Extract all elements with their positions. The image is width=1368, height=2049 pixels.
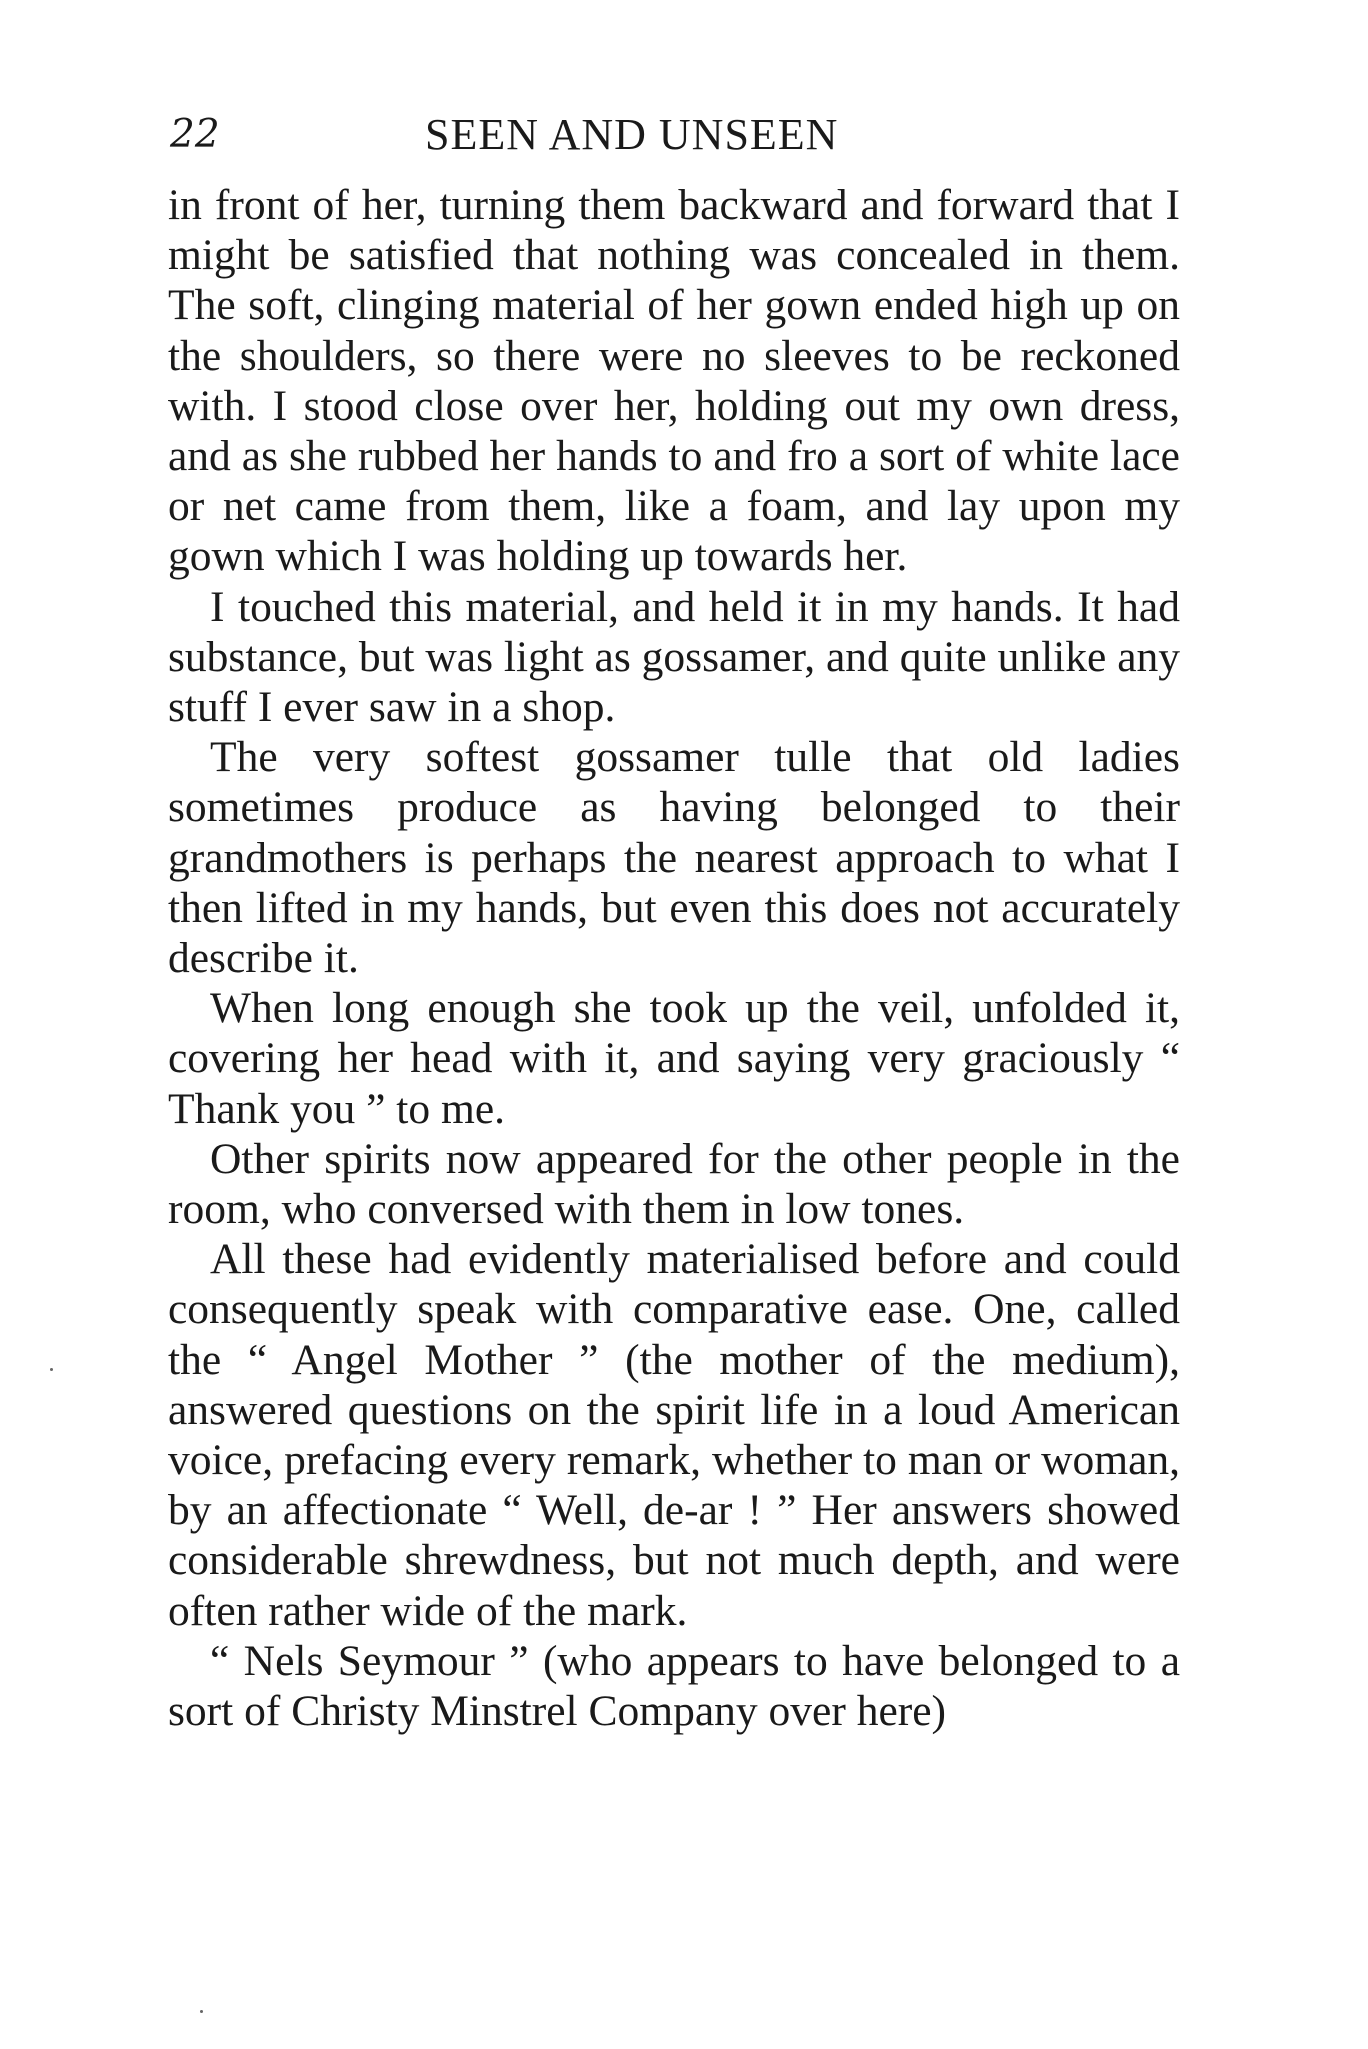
running-title: SEEN AND UNSEEN (425, 110, 839, 159)
paragraph-1: in front of her, turning them backward and forward that I might be satisfied that nothing was concealed in them. The soft, clinging material of her gown ended high up on the shoulders, so there were no sleeves to be reckoned with. I stood close over her, holding out my own dress, and as she rubbed her hands to and fro a sort of white lace or net came from them, like a foam, and lay upon my gown which I was holding up towards her. (168, 181, 1180, 581)
print-speck (200, 2010, 203, 2013)
paragraph-7: “ Nels Seymour ” (who appears to have belonged to a sort of Christy Minstrel Company over here) (168, 1636, 1180, 1736)
page-header (170, 105, 1180, 165)
page-number: 22 (170, 112, 220, 157)
paragraph-5: Other spirits now appeared for the other people in the room, who conversed with them in low tones. (168, 1134, 1180, 1234)
paragraph-6: All these had evidently materialised before and could consequently speak with comparative ease. One, called the “ Angel Mother ” (the mother of the medium), answered questions on the spirit life in a loud American voice, prefacing every remark, whether to man or woman, by an affectionate “ Well, de-ar ! ” Her answers showed considerable shrewdness, but not much depth, and were often rather wide of the mark. (168, 1235, 1180, 1635)
body-text (168, 180, 1180, 1736)
print-speck (50, 1368, 53, 1371)
paragraph-3: The very softest gossamer tulle that old ladies sometimes produce as having belonged to their grandmothers is perhaps the nearest approach to what I then lifted in my hands, but even this does not accurately describe it. (168, 733, 1180, 983)
paragraph-4: When long enough she took up the veil, unfolded it, covering her head with it, and saying very graciously “ Thank you ” to me. (168, 984, 1180, 1133)
paragraph-2: I touched this material, and held it in my hands. It had substance, but was light as gossamer, and quite unlike any stuff I ever saw in a shop. (168, 582, 1180, 732)
